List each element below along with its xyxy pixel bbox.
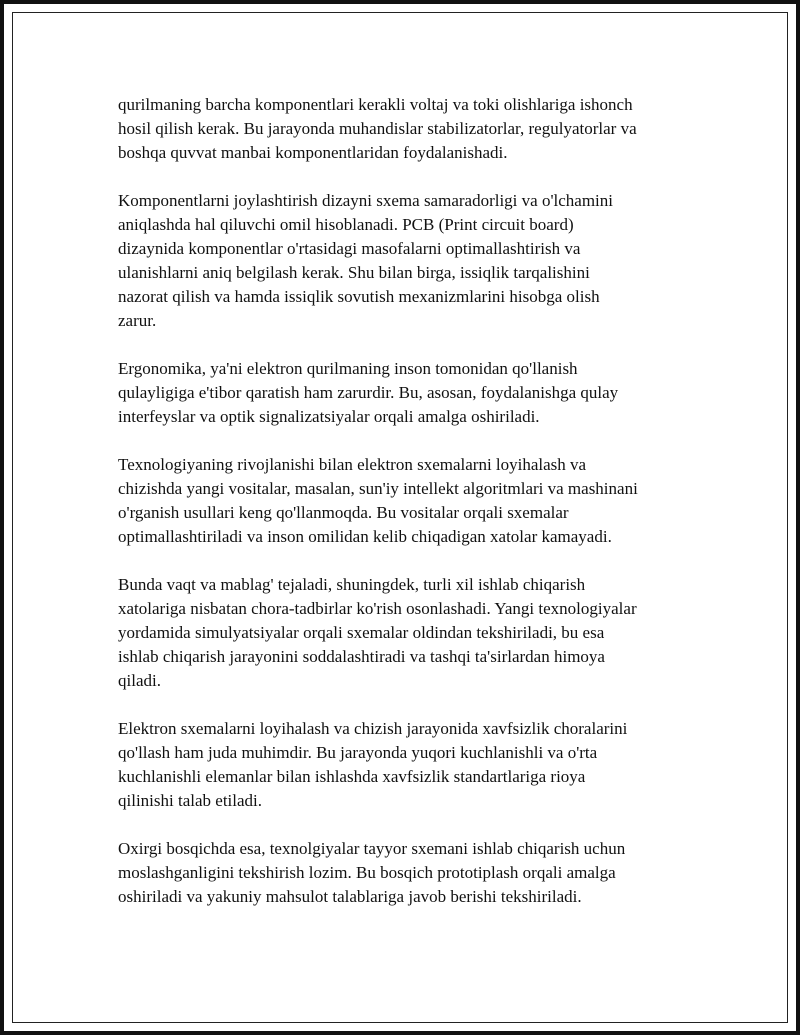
paragraph-technology-tools: Texnologiyaning rivojlanishi bilan elektron sxemalarni loyihalash va chizishda yangi vositalar, masalan, sun'iy intellekt algoritmlari va mashinani o'rganish usullari keng qo'llanmoqda. Bu vositalar orqali sxemalar optimallashtiriladi va inson omilidan kelib chiqadigan xatolar kamayadi.: [118, 455, 638, 546]
paragraph-component-layout: Komponentlarni joylashtirish dizayni sxema samaradorligi va o'lchamini aniqlashda hal qiluvchi omil hisoblanadi. PCB (Print circuit board) dizaynida komponentlar o'rtasidagi masofalarni optimallashtirish va ulanishlarni aniq belgilash kerak. Shu bilan birga, issiqlik tarqalishini nazorat qilish va hamda issiqlik sovutish mexanizmlarini hisobga olish zarur.: [118, 191, 614, 330]
document-body: [118, 93, 708, 933]
paragraph-ergonomics: Ergonomika, ya'ni elektron qurilmaning inson tomonidan qo'llanish qulayligiga e'tibor qaratish ham zarurdir. Bu, asosan, foydalanishga qulay interfeyslar va optik signalizatsiyalar orqali amalga oshiriladi.: [118, 359, 619, 426]
paragraph-safety: Elektron sxemalarni loyihalash va chizish jarayonida xavfsizlik choralarini qo'llash ham juda muhimdir. Bu jarayonda yuqori kuchlanishli va o'rta kuchlanishli elemanlar bilan ishlashda xavfsizlik standartlariga rioya qilinishi talab etiladi.: [118, 719, 628, 810]
paragraph-final-stage: Oxirgi bosqichda esa, texnolgiyalar tayyor sxemani ishlab chiqarish uchun moslashganligini tekshirish lozim. Bu bosqich prototiplash orqali amalga oshiriladi va yakuniy mahsulot talablariga javob berishi tekshiriladi.: [118, 839, 626, 906]
paragraph-power-supply: qurilmaning barcha komponentlari kerakli voltaj va toki olishlariga ishonch hosil qilish kerak. Bu jarayonda muhandislar stabilizatorlar, regulyatorlar va boshqa quvvat manbai komponentlaridan foydalanishadi.: [118, 95, 637, 162]
paragraph-cost-savings: Bunda vaqt va mablag' tejaladi, shuningdek, turli xil ishlab chiqarish xatolariga nisbatan chora-tadbirlar ko'rish osonlashadi. Yangi texnologiyalar yordamida simulyatsiyalar orqali sxemalar oldindan tekshiriladi, bu esa ishlab chiqarish jarayonini soddalashtiradi va tashqi ta'sirlardan himoya qiladi.: [118, 575, 637, 690]
